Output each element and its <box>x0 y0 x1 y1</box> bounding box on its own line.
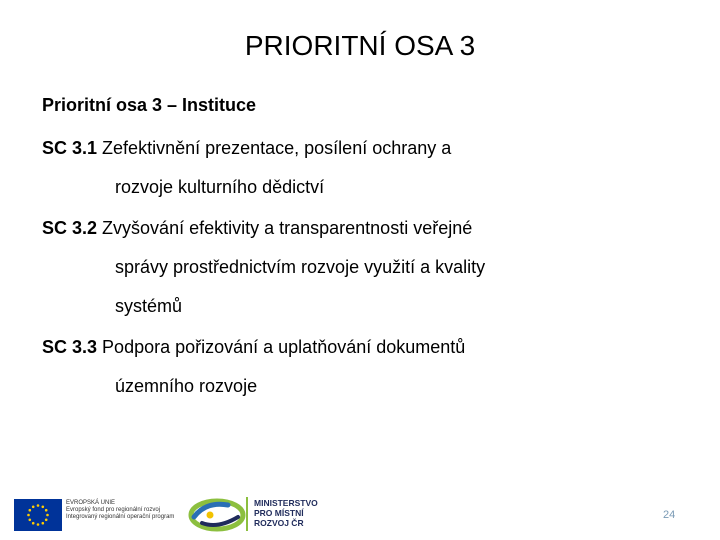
ministry-logo-text <box>254 498 318 528</box>
objective-code: SC 3.3 <box>42 337 98 357</box>
page-number: 24 <box>663 509 676 521</box>
objective-text-continuation: rozvoje kulturního dědictví <box>115 177 325 197</box>
objective-item <box>42 138 451 159</box>
eu-logo-line: Evropský fond pro regionální rozvoj <box>66 507 161 513</box>
logo-divider <box>246 497 248 531</box>
eu-logo-line: EVROPSKÁ UNIE <box>66 500 116 506</box>
mmr-logo-icon <box>188 495 246 533</box>
slide-subtitle: Prioritní osa 3 – Instituce <box>42 95 257 115</box>
ministry-logo-line: MINISTERSTVO <box>254 498 318 508</box>
objective-item <box>42 337 465 358</box>
objective-text-continuation: územního rozvoje <box>115 376 258 396</box>
objective-text-continuation: systémů <box>115 296 183 316</box>
slide-title: PRIORITNÍ OSA 3 <box>244 30 476 61</box>
objective-code: SC 3.1 <box>42 138 98 158</box>
ministry-logo-line: ROZVOJ ČR <box>254 518 304 528</box>
eu-logo-text <box>66 500 174 521</box>
objective-text: Podpora pořizování a uplatňování dokumentů <box>102 337 466 357</box>
eu-flag-icon <box>14 499 62 531</box>
objective-text-continuation: správy prostřednictvím rozvoje využití a kvality <box>115 257 486 277</box>
objective-text: Zefektivnění prezentace, posílení ochrany a <box>102 138 452 158</box>
objective-text: Zvyšování efektivity a transparentnosti veřejné <box>102 218 473 238</box>
eu-logo-line: Integrovaný regionální operační program <box>66 514 175 520</box>
objective-item <box>42 218 472 239</box>
ministry-logo-line: PRO MÍSTNÍ <box>254 508 304 518</box>
objective-code: SC 3.2 <box>42 218 98 238</box>
